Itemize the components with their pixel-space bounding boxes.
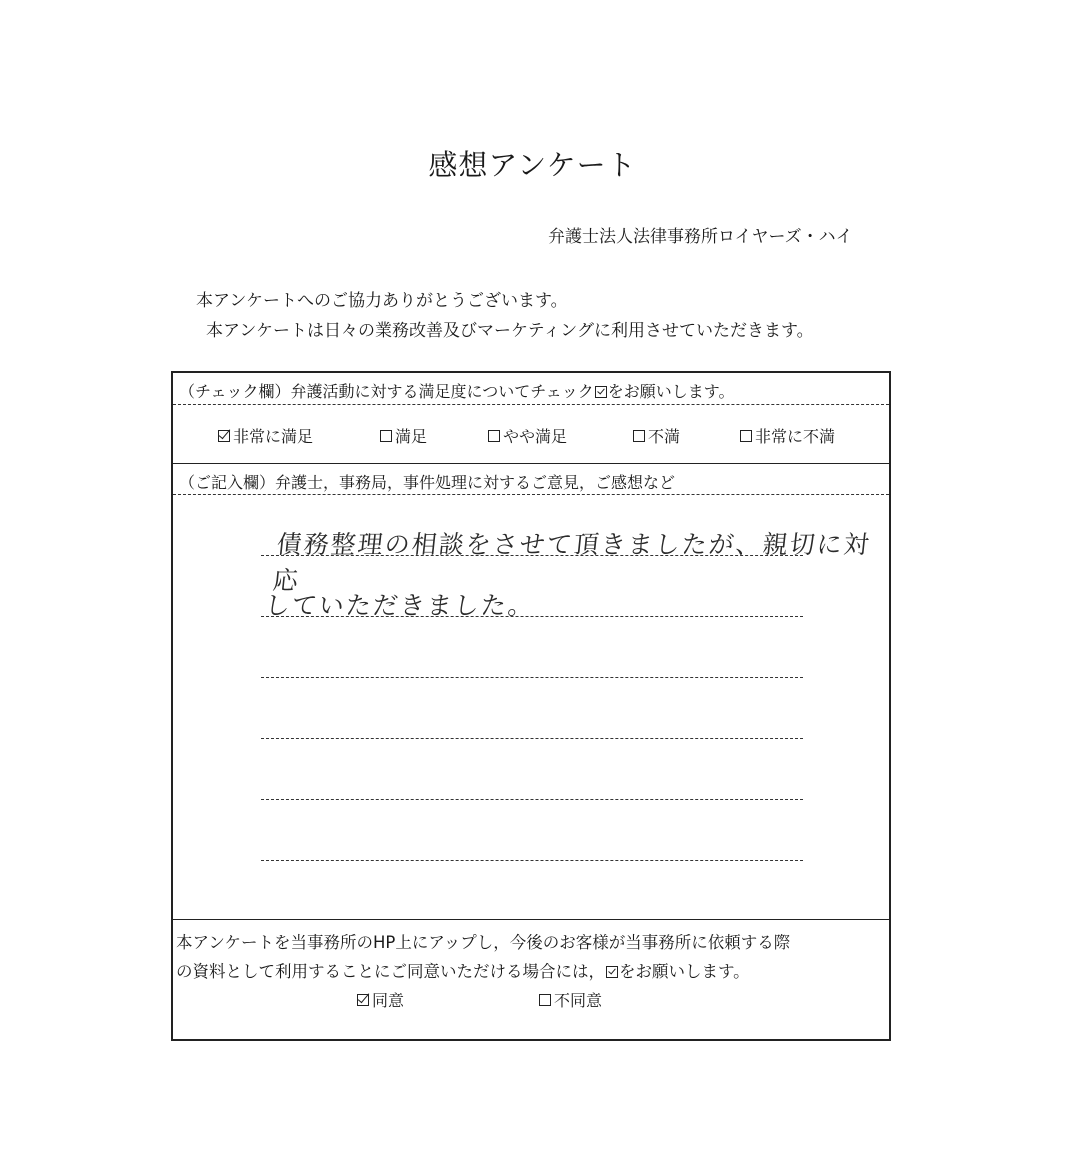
section-divider bbox=[173, 463, 889, 464]
option-somewhat-satisfied[interactable]: やや満足 bbox=[488, 424, 567, 447]
survey-form bbox=[171, 371, 891, 1041]
divider bbox=[173, 494, 889, 495]
option-satisfied[interactable]: 満足 bbox=[380, 424, 427, 447]
checkbox-icon[interactable] bbox=[218, 430, 230, 442]
organization-name: 弁護士法人法律事務所ロイヤーズ・ハイ bbox=[548, 227, 853, 247]
handwritten-comment-line-1: 債務整理の相談をさせて頂きましたが、親切に対応 bbox=[271, 530, 873, 595]
page-title: 感想アンケート bbox=[428, 148, 637, 182]
option-dissatisfied[interactable]: 不満 bbox=[633, 424, 680, 447]
checkbox-icon[interactable] bbox=[633, 430, 645, 442]
checked-box-icon bbox=[595, 386, 607, 398]
consent-line-1: 本アンケートを当事務所のHP上にアップし，今後のお客様が当事務所に依頼する際 bbox=[176, 933, 791, 952]
checkbox-icon[interactable] bbox=[488, 430, 500, 442]
checkbox-icon[interactable] bbox=[740, 430, 752, 442]
comment-section-header: （ご記入欄）弁護士，事務局，事件処理に対するご意見，ご感想など bbox=[179, 473, 676, 492]
writing-line bbox=[261, 799, 803, 800]
checked-box-icon bbox=[606, 966, 618, 978]
checkbox-icon[interactable] bbox=[539, 994, 551, 1006]
option-very-dissatisfied[interactable]: 非常に不満 bbox=[740, 424, 835, 447]
writing-line bbox=[261, 616, 803, 617]
writing-line bbox=[261, 555, 803, 556]
writing-line bbox=[261, 738, 803, 739]
consent-line-2: の資料として利用することにご同意いただける場合には， をお願いします。 bbox=[176, 962, 750, 981]
section-divider bbox=[173, 919, 889, 920]
option-disagree[interactable]: 不同意 bbox=[539, 988, 602, 1011]
writing-line bbox=[261, 677, 803, 678]
intro-line-1: 本アンケートへのご協力ありがとうございます。 bbox=[196, 291, 568, 311]
check-section-header: （チェック欄）弁護活動に対する満足度についてチェック をお願いします。 bbox=[179, 382, 735, 401]
intro-line-2: 本アンケートは日々の業務改善及びマーケティングに利用させていただきます。 bbox=[206, 321, 814, 341]
checkbox-icon[interactable] bbox=[380, 430, 392, 442]
handwritten-comment-line-2: していただきました。 bbox=[263, 591, 537, 620]
checkbox-icon[interactable] bbox=[357, 994, 369, 1006]
writing-line bbox=[261, 860, 803, 861]
divider bbox=[173, 404, 889, 405]
option-very-satisfied[interactable]: 非常に満足 bbox=[218, 424, 313, 447]
option-agree[interactable]: 同意 bbox=[357, 988, 404, 1011]
